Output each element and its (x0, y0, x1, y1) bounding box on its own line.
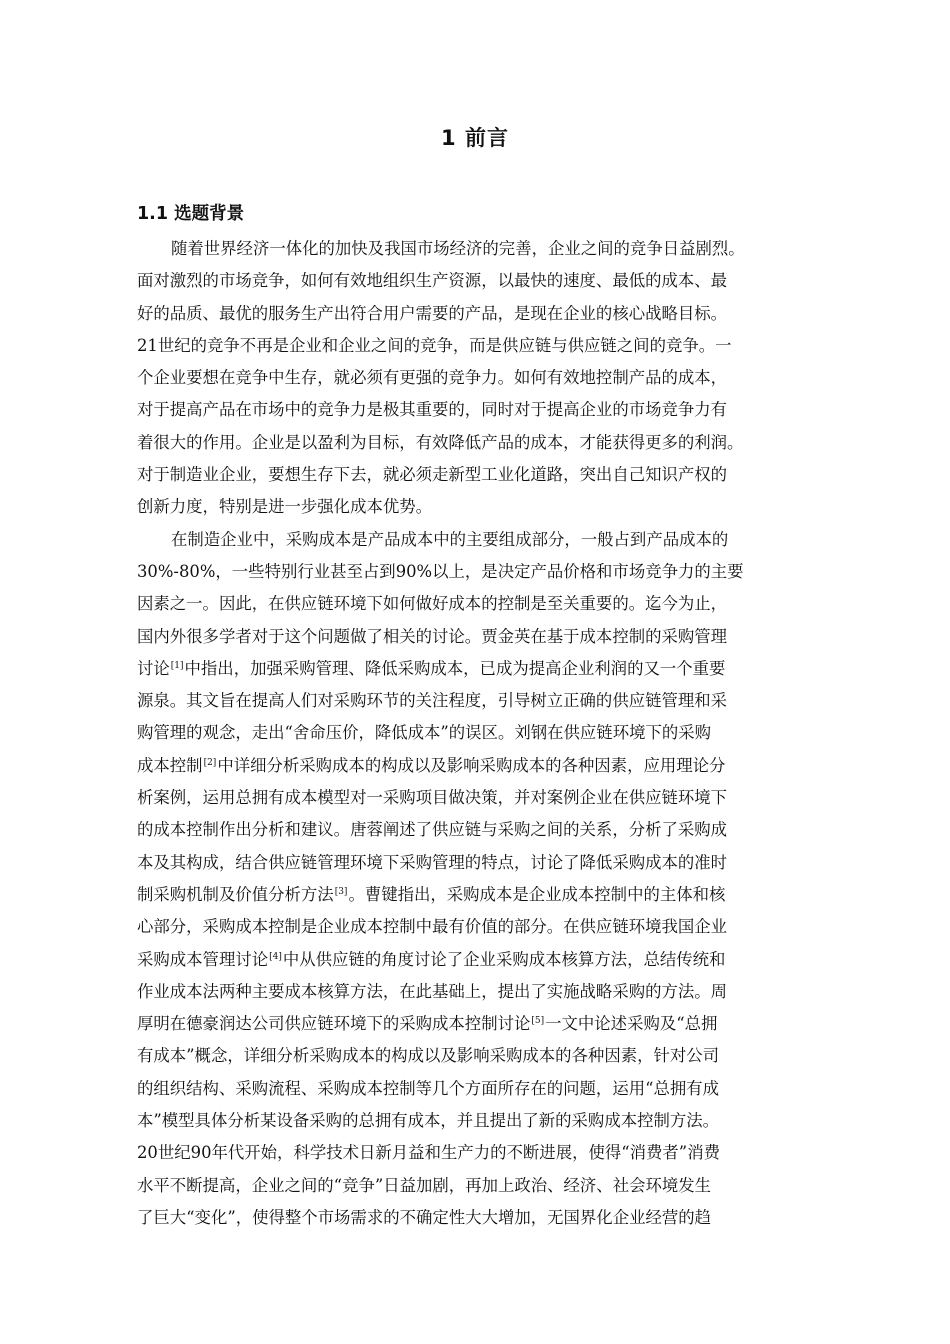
text-line: 厚明在德豪润达公司供应链环境下的采购成本控制讨论[5]一文中论述采购及“总拥 (137, 1014, 718, 1034)
text-line: 20世纪90年代开始，科学技术日新月益和生产力的不断进展，使得“消费者”消费 (137, 1143, 720, 1163)
text-line: 讨论[1]中指出，加强采购管理、降低采购成本，已成为提高企业利润的又一个重要 (137, 658, 726, 678)
text-line: 本及其构成，结合供应链管理环境下采购管理的特点，讨论了降低采购成本的准时 (137, 852, 728, 872)
text-line: 因素之一。因此，在供应链环境下如何做好成本的控制是至关重要的。迄今为止， (137, 594, 728, 614)
body-text (137, 233, 849, 1234)
text-line: 水平不断提高，企业之间的“竞争”日益加剧，再加上政治、经济、社会环境发生 (137, 1175, 712, 1195)
section-title: 1.1 选题背景 (137, 204, 245, 224)
text-line: 了巨大“变化”，使得整个市场需求的不确定性大大增加，无国界化企业经营的趋 (137, 1207, 712, 1227)
citation-marker: [5] (531, 1016, 545, 1027)
text-line: 好的品质、最优的服务生产出符合用户需要的产品，是现在企业的核心战略目标。 (137, 303, 728, 323)
chapter-title: 1 前言 (441, 126, 509, 150)
citation-marker: [1] (170, 660, 184, 671)
text-line: 制采购机制及价值分析方法[3]。曹键指出，采购成本是企业成本控制中的主体和核 (137, 884, 726, 904)
text-line: 源泉。其文旨在提高人们对采购环节的关注程度，引导树立正确的供应链管理和采 (137, 691, 728, 711)
text-line: 作业成本法两种主要成本核算方法，在此基础上，提出了实施战略采购的方法。周 (137, 981, 728, 1001)
text-line: 面对激烈的市场竞争，如何有效地组织生产资源，以最快的速度、最低的成本、最 (137, 271, 728, 291)
text-line: 成本控制[2]中详细分析采购成本的构成以及影响采购成本的各种因素，应用理论分 (137, 755, 726, 775)
text-line: 本”模型具体分析某设备采购的总拥有成本，并且提出了新的采购成本控制方法。 (137, 1111, 720, 1131)
text-line: 随着世界经济一体化的加快及我国市场经济的完善，企业之间的竞争日益剧烈。 (171, 239, 745, 258)
text-line: 在制造企业中，采购成本是产品成本中的主要组成部分，一般占到产品成本的 (171, 529, 729, 549)
text-line: 对于提高产品在市场中的竞争力是极其重要的，同时对于提高企业的市场竞争力有 (137, 400, 728, 420)
citation-marker: [2] (203, 757, 217, 768)
text-line: 国内外很多学者对于这个问题做了相关的讨论。贾金英在基于成本控制的采购管理 (137, 626, 728, 646)
text-line: 析案例，运用总拥有成本模型对一采购项目做决策，并对案例企业在供应链环境下 (137, 788, 728, 808)
text-line: 的组织结构、采购流程、采购成本控制等几个方面所存在的问题，运用“总拥有成 (137, 1078, 720, 1098)
citation-marker: [4] (269, 951, 282, 962)
citation-marker: [3] (334, 886, 348, 897)
text-line: 的成本控制作出分析和建议。唐蓉阐述了供应链与采购之间的关系，分析了采购成 (137, 820, 728, 840)
text-line: 采购成本管理讨论[4]中从供应链的角度讨论了企业采购成本核算方法，总结传统和 (137, 949, 726, 969)
text-line: 21世纪的竞争不再是企业和企业之间的竞争，而是供应链与供应链之间的竞争。一 (137, 335, 732, 355)
text-line: 购管理的观念，走出“舍命压价，降低成本”的误区。刘钢在供应链环境下的采购 (137, 723, 712, 743)
text-line: 30%-80%，一些特别行业甚至占到90%以上，是决定产品价格和市场竞争力的主要 (137, 561, 744, 581)
text-line: 个企业要想在竞争中生存，就必须有更强的竞争力。如何有效地控制产品的成本， (137, 368, 728, 388)
text-line: 心部分，采购成本控制是企业成本控制中最有价值的部分。在供应链环境我国企业 (137, 917, 728, 937)
text-line: 有成本”概念，详细分析采购成本的构成以及影响采购成本的各种因素，针对公司 (137, 1046, 720, 1066)
text-line: 着很大的作用。企业是以盈利为目标，有效降低产品的成本，才能获得更多的利润。 (137, 432, 744, 452)
text-line: 创新力度，特别是进一步强化成本优势。 (137, 497, 433, 517)
text-line: 对于制造业企业，要想生存下去，就必须走新型工业化道路，突出自己知识产权的 (137, 465, 728, 485)
